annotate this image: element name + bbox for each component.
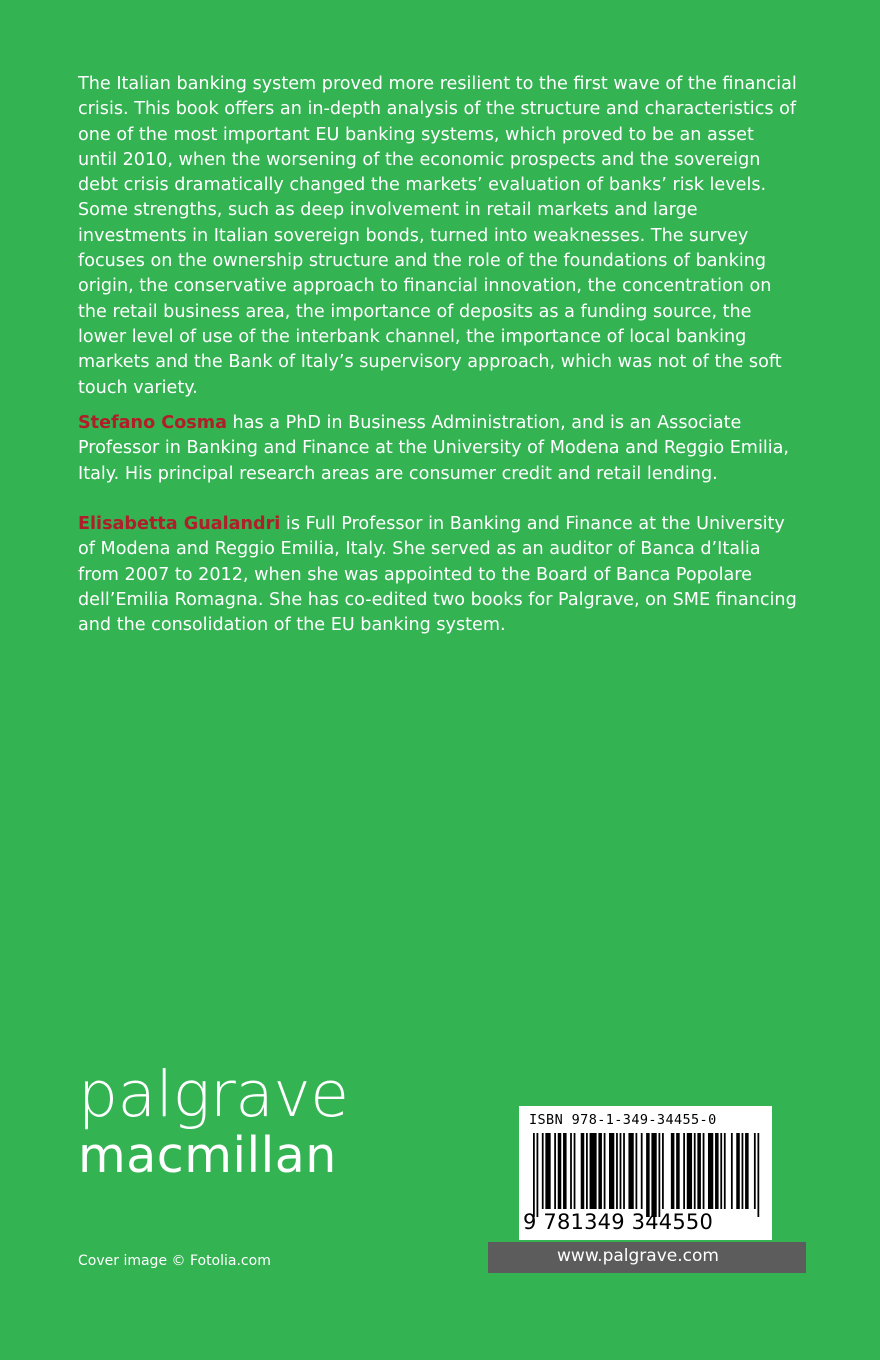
isbn-label: ISBN 978-1-349-34455-0 (529, 1112, 717, 1128)
barcode-bar (703, 1133, 705, 1209)
author-name: Elisabetta Gualandri (78, 514, 281, 534)
barcode-bar (697, 1133, 701, 1209)
barcode-bar (745, 1133, 749, 1209)
barcode-bar (636, 1133, 638, 1209)
barcode-bar (616, 1133, 618, 1209)
author-name: Stefano Cosma (78, 413, 227, 433)
publisher-website: www.palgrave.com (488, 1242, 806, 1273)
barcode-bar (574, 1133, 576, 1209)
cover-image-credit: Cover image © Fotolia.com (78, 1253, 271, 1269)
barcode-bar (598, 1133, 602, 1209)
barcode-digits: 9 781349 344550 (523, 1210, 714, 1234)
barcode-bar (731, 1133, 733, 1209)
barcode-bar (662, 1133, 664, 1209)
barcode-bar (628, 1133, 633, 1209)
barcode-bar (683, 1133, 685, 1209)
publisher-logo-line2: macmillan (78, 1127, 337, 1184)
barcode-bar (623, 1133, 625, 1209)
barcode-bar (671, 1133, 675, 1209)
author-bio-gualandri (78, 512, 798, 638)
barcode-bar (537, 1133, 539, 1217)
barcode-bar (586, 1133, 588, 1209)
barcode-bar (609, 1133, 614, 1209)
author-bio-cosma (78, 411, 798, 487)
publisher-logo-line1: palgrave (78, 1058, 349, 1131)
back-cover-blurb: The Italian banking system proved more resilient to the first wave of the financial crisis. This book offers an in-depth analysis of the structure and characteristics of one of the most important EU banking systems, which proved to be an asset until 2010, when the worsening of the economic prospects and the sovereign debt crisis dramatically changed the markets’ evaluation of banks’ risk levels. Some strengths, such as deep involvement in retail markets and large investments in Italian sovereign bonds, turned into weaknesses. The survey focuses on the ownership structure and the role of the foundations of banking origin, the conservative approach to financial innovation, the concentration on the retail business area, the importance of deposits as a funding source, the lower level of use of the interbank channel, the importance of local banking markets and the Bank of Italy’s supervisory approach, which was not of the soft touch variety. (78, 74, 797, 398)
isbn-barcode (519, 1106, 772, 1240)
barcode-bar (558, 1133, 562, 1209)
barcode-bar (620, 1133, 622, 1209)
barcode-bar (724, 1133, 726, 1209)
barcode-bar (708, 1133, 713, 1209)
barcode-bar (581, 1133, 585, 1209)
barcode-bar (687, 1133, 692, 1209)
barcode-bar (554, 1133, 556, 1209)
publisher-logo (78, 1058, 378, 1184)
barcode-bar (563, 1133, 567, 1209)
barcode-bar (715, 1133, 719, 1209)
author-bio-text: has a PhD in Business Administration, and is an Associate Professor in Banking and Finance at the University of Modena and Reggio Emilia, Italy. His principal research areas are consumer credit and retail lending. (78, 413, 789, 484)
barcode-bar (720, 1133, 722, 1209)
barcode-bar (694, 1133, 696, 1209)
barcode-bar (754, 1133, 756, 1209)
barcode-bar (641, 1133, 643, 1209)
barcode-bar (736, 1133, 740, 1209)
barcode-bar (742, 1133, 744, 1209)
barcode-bar (658, 1133, 660, 1217)
barcode-bar (604, 1133, 606, 1209)
barcode-bar (545, 1133, 550, 1209)
barcode-bar (542, 1133, 544, 1209)
barcode-bar (757, 1133, 759, 1217)
barcode-bar (651, 1133, 656, 1217)
barcode-bar (570, 1133, 572, 1209)
author-bio-text: is Full Professor in Banking and Finance at the University of Modena and Reggio Emilia, Italy. She served as an auditor of Banca d’Italia from 2007 to 2012, when she was appointed to the Board of Banca Popolare dell’Emilia Romagna. She has co-edited two books for Palgrave, on SME financing and the consolidation of the EU banking system. (78, 514, 797, 636)
barcode-bar (590, 1133, 597, 1209)
barcode-bar (646, 1133, 650, 1217)
barcode-bar (533, 1133, 535, 1217)
barcode-bar (676, 1133, 680, 1209)
